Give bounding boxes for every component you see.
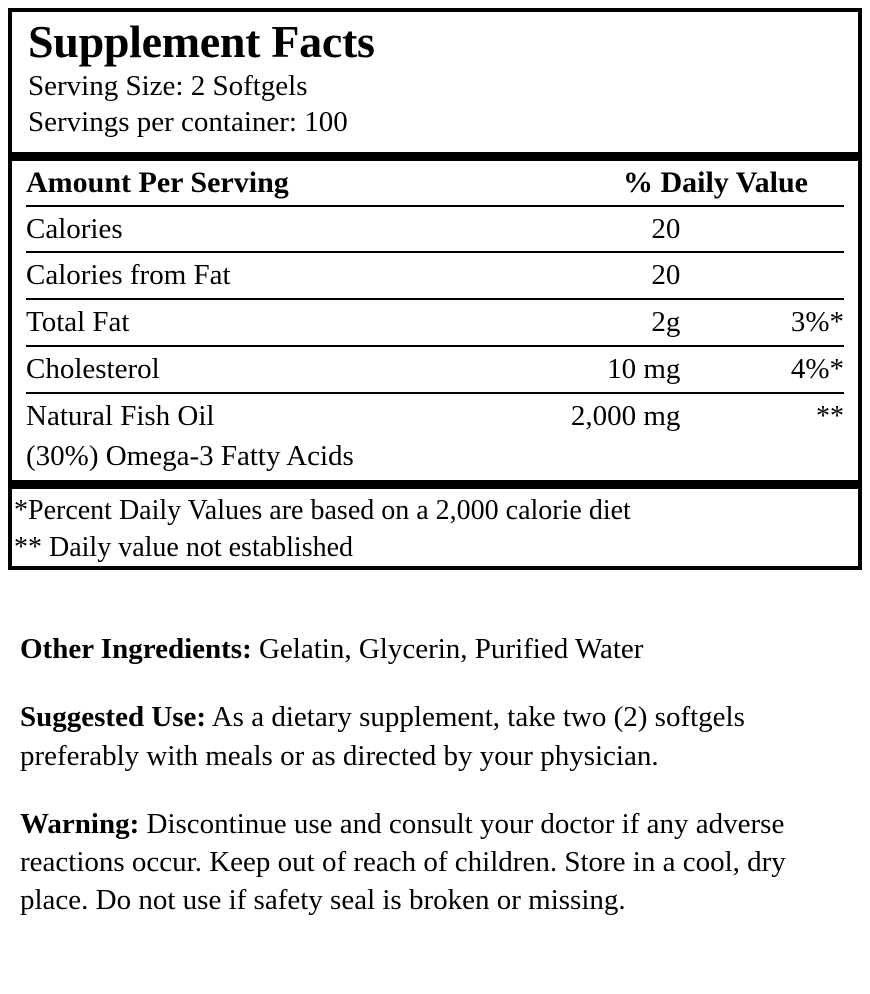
panel-title: Supplement Facts xyxy=(28,16,375,67)
row-dv-cholesterol: 4%* xyxy=(680,346,844,393)
supplement-facts-panel xyxy=(8,8,862,570)
label-body-text xyxy=(20,630,856,920)
header-amount-per-serving: Amount Per Serving xyxy=(26,165,289,199)
footnote-not-established: ** Daily value not established xyxy=(14,531,354,563)
row-dv-fish-oil: ** xyxy=(680,393,844,439)
row-name-total-fat: Total Fat xyxy=(26,299,451,346)
suggested-use-paragraph xyxy=(20,698,856,775)
suggested-use-label: Suggested Use: xyxy=(20,701,207,734)
row-dv-total-fat: 3%* xyxy=(680,299,844,346)
row-amount-total-fat: 2g xyxy=(451,299,680,346)
other-ingredients-text: Gelatin, Glycerin, Purified Water xyxy=(251,633,644,665)
warning-paragraph xyxy=(20,805,856,920)
row-dv-calories xyxy=(680,206,844,253)
table-header-row xyxy=(26,161,844,206)
row-name-omega3: (30%) Omega-3 Fatty Acids xyxy=(26,439,354,472)
table-row-subline xyxy=(26,439,844,479)
table-row xyxy=(26,299,844,346)
servings-per-container: Servings per container: 100 xyxy=(28,105,348,138)
row-amount-calories: 20 xyxy=(451,206,680,253)
row-name-fish-oil: Natural Fish Oil xyxy=(26,393,451,439)
warning-text: Discontinue use and consult your doctor if any adverse reactions occur. Keep out of reach of children. Store in a cool, dry place. Do not use if safety seal is broken or missing. xyxy=(20,807,786,917)
table-row xyxy=(26,252,844,299)
table-row xyxy=(26,206,844,253)
table-row xyxy=(26,346,844,393)
other-ingredients-paragraph xyxy=(20,630,856,668)
row-name-calories: Calories xyxy=(26,206,451,253)
other-ingredients-label: Other Ingredients: xyxy=(20,633,252,665)
footnote-daily-value: *Percent Daily Values are based on a 2,000 calorie diet xyxy=(14,495,631,527)
footnotes xyxy=(12,480,858,566)
header-daily-value: % Daily Value xyxy=(622,165,808,199)
warning-label: Warning: xyxy=(20,807,140,840)
table-row xyxy=(26,393,844,439)
nutrition-table xyxy=(26,161,844,479)
serving-size: Serving Size: 2 Softgels xyxy=(28,69,308,102)
row-amount-cholesterol: 10 mg xyxy=(451,346,680,393)
row-amount-fish-oil: 2,000 mg xyxy=(451,393,680,439)
suggested-use-text: As a dietary supplement, take two (2) softgels preferably with meals or as directed by your physician. xyxy=(20,701,745,772)
row-name-calories-from-fat: Calories from Fat xyxy=(26,252,451,299)
divider-thick-top xyxy=(12,152,858,161)
row-amount-calories-from-fat: 20 xyxy=(451,252,680,299)
row-dv-calories-from-fat xyxy=(680,252,844,299)
row-name-cholesterol: Cholesterol xyxy=(26,346,451,393)
